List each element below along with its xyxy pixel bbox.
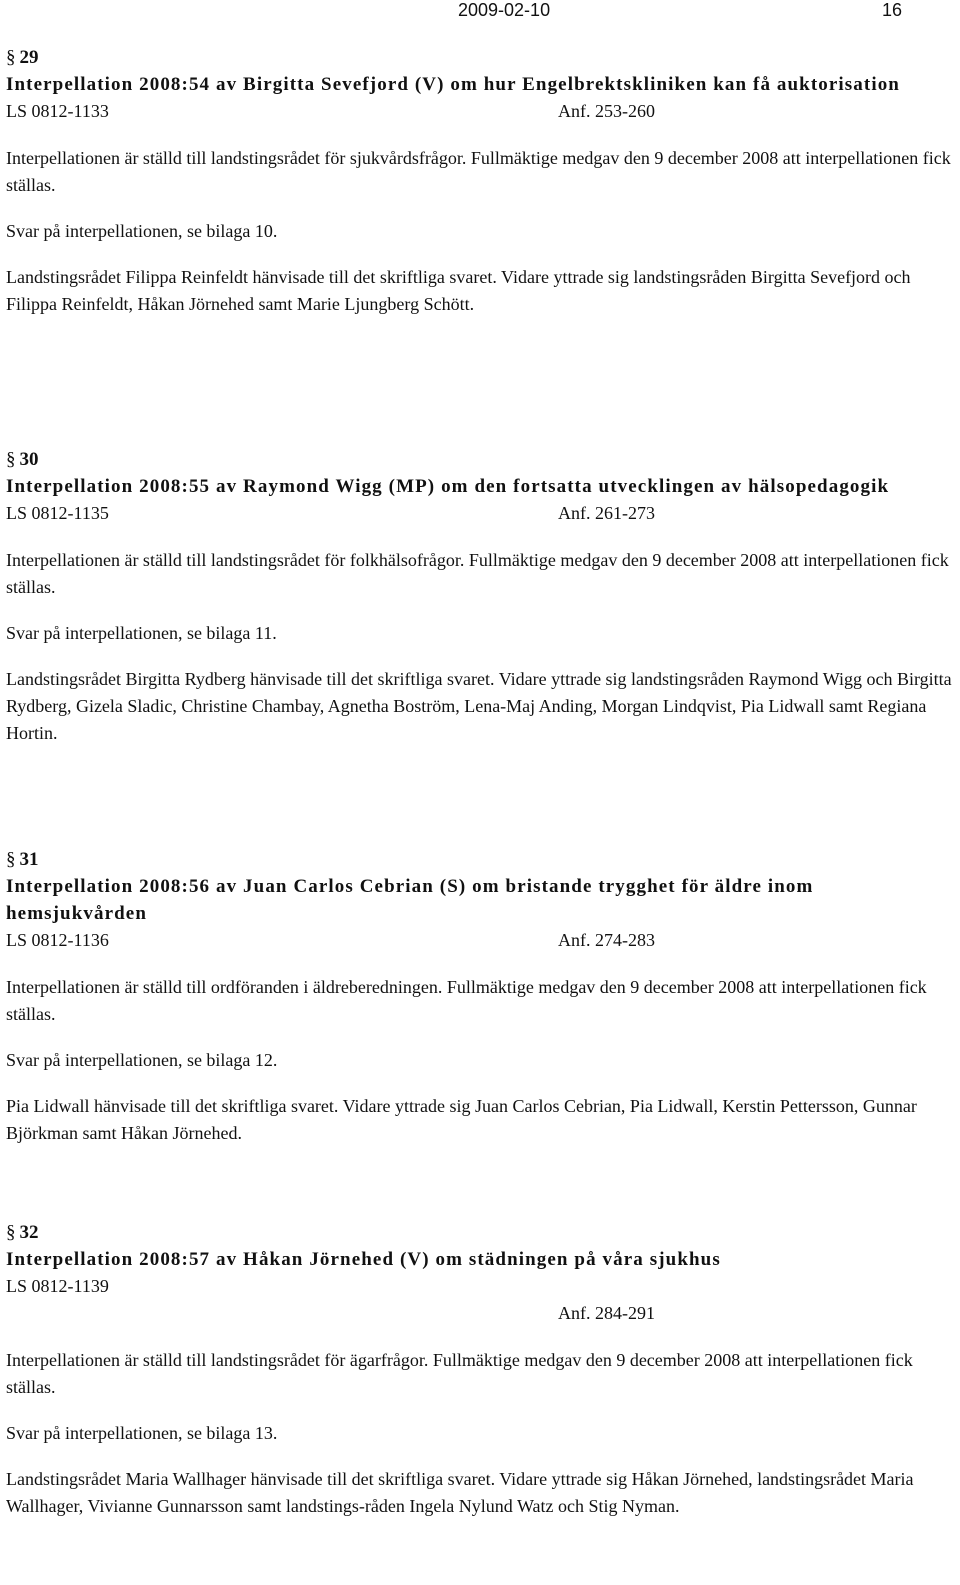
section-sign: §: [6, 1222, 16, 1243]
paragraph: Landstingsrådet Maria Wallhager hänvisade till det skriftliga svaret. Vidare yttrade sig Håkan Jörnehed, landstingsrådet Maria Wallhager, Vivianne Gunnarsson samt landstings-råden Ingela Nylund Watz och Stig Nyman.: [6, 1469, 914, 1516]
section-number: [6, 846, 956, 873]
paragraph: Landstingsrådet Birgitta Rydberg hänvisade till det skriftliga svaret. Vidare yttrade sig landstingsråden Raymond Wigg och Birgitta Rydberg, Gizela Sladic, Christine Chambay, Agnetha Boström, Lena-Maj Anding, Morgan Lindqvist, Pia Lidwall samt Regiana Hortin.: [6, 669, 952, 743]
paragraph: Svar på interpellationen, se bilaga 10.: [6, 221, 278, 241]
section-sign: §: [6, 449, 16, 470]
section-title: Interpellation 2008:56 av Juan Carlos Cebrian (S) om bristande trygghet för äldre inom hemsjukvården: [6, 876, 814, 924]
paragraph: Interpellationen är ställd till ordföranden i äldreberedningen. Fullmäktige medgav den 9 december 2008 att interpellationen fick ställas.: [6, 977, 927, 1024]
ls-number: LS 0812-1136: [6, 930, 109, 950]
header-date: 2009-02-10: [458, 0, 551, 20]
section-number: [6, 44, 956, 71]
section-number: [6, 1219, 956, 1246]
reference-line: [6, 98, 956, 125]
section-sign: §: [6, 849, 16, 870]
paragraph: Landstingsrådet Filippa Reinfeldt hänvisade till det skriftliga svaret. Vidare yttrade sig landstingsråden Birgitta Sevefjord och Filippa Reinfeldt, Håkan Jörnehed samt Marie Ljungberg Schött.: [6, 267, 911, 314]
section-number-value: 29: [19, 47, 39, 68]
section-31: [6, 846, 956, 1147]
page-number: 16: [882, 0, 903, 20]
paragraph: Interpellationen är ställd till landstingsrådet för sjukvårdsfrågor. Fullmäktige medgav den 9 december 2008 att interpellationen fick ställas.: [6, 148, 951, 195]
paragraph: Svar på interpellationen, se bilaga 12.: [6, 1050, 278, 1070]
anf-range: Anf. 253-260: [558, 101, 655, 121]
ls-number: LS 0812-1135: [6, 503, 109, 523]
section-number-value: 32: [19, 1222, 39, 1243]
paragraph: Pia Lidwall hänvisade till det skriftliga svaret. Vidare yttrade sig Juan Carlos Cebrian, Pia Lidwall, Kerstin Pettersson, Gunnar Björkman samt Håkan Jörnehed.: [6, 1096, 917, 1143]
section-29: [6, 44, 956, 318]
anf-range: Anf. 284-291: [558, 1303, 655, 1323]
paragraph: Svar på interpellationen, se bilaga 13.: [6, 1423, 278, 1443]
ls-number: LS 0812-1133: [6, 101, 109, 121]
section-title: Interpellation 2008:54 av Birgitta Sevefjord (V) om hur Engelbrektskliniken kan få auktorisation: [6, 74, 900, 95]
section-30: [6, 446, 956, 747]
section-sign: §: [6, 47, 16, 68]
anf-range: Anf. 274-283: [558, 930, 655, 950]
reference-line: [6, 927, 956, 954]
section-number: [6, 446, 956, 473]
section-number-value: 31: [19, 849, 39, 870]
section-title: Interpellation 2008:57 av Håkan Jörnehed (V) om städningen på våra sjukhus: [6, 1249, 721, 1270]
page-header: [0, 0, 960, 26]
paragraph: Interpellationen är ställd till landstingsrådet för folkhälsofrågor. Fullmäktige medgav den 9 december 2008 att interpellationen fick ställas.: [6, 550, 949, 597]
ls-number: LS 0812-1139: [6, 1276, 109, 1296]
section-32: [6, 1219, 956, 1520]
paragraph: Interpellationen är ställd till landstingsrådet för ägarfrågor. Fullmäktige medgav den 9 december 2008 att interpellationen fick ställas.: [6, 1350, 913, 1397]
section-title: Interpellation 2008:55 av Raymond Wigg (MP) om den fortsatta utvecklingen av hälsopedagogik: [6, 476, 890, 497]
reference-line: [6, 500, 956, 527]
anf-range: Anf. 261-273: [558, 503, 655, 523]
paragraph: Svar på interpellationen, se bilaga 11.: [6, 623, 277, 643]
reference-line: [6, 1273, 956, 1327]
section-number-value: 30: [19, 449, 39, 470]
